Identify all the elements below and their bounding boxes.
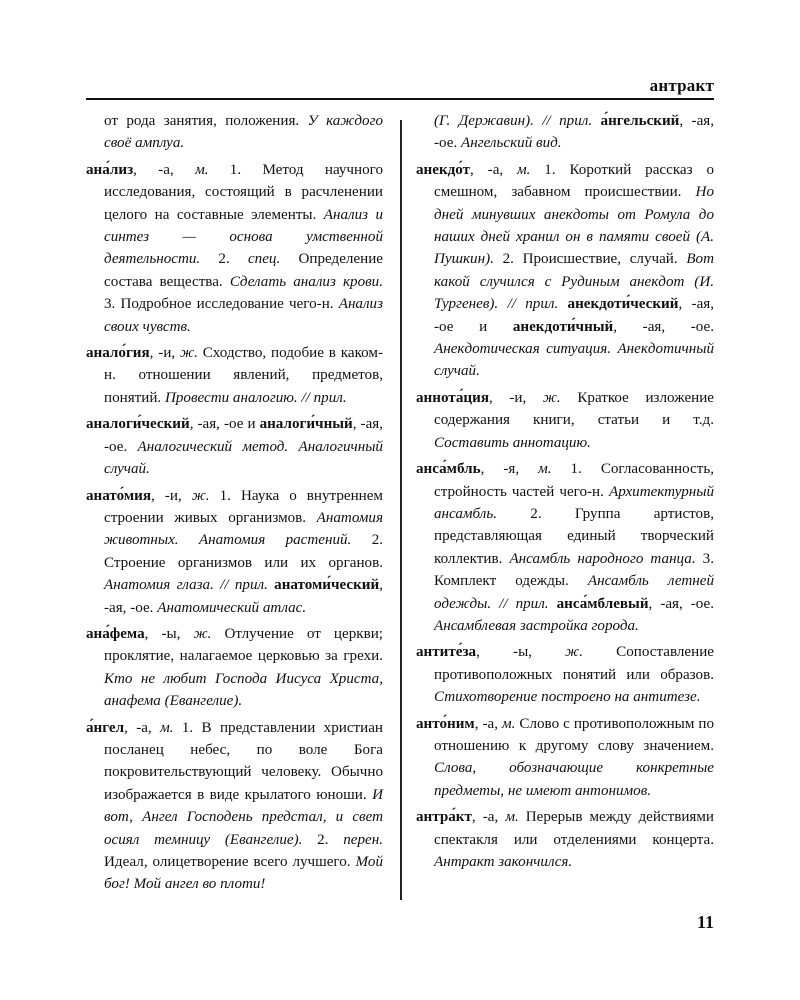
italic-text: Анатомия глаза. // прил. [104,577,268,594]
italic-text: Анатомия животных. Анатомия растений. [104,509,383,549]
definition-text: , -ая, -ое. [104,416,383,455]
definition-text: , -ая, -ое. [434,113,714,152]
definition-text: , -ая, -ое. [104,577,383,616]
dictionary-entry [416,713,714,803]
definition-text: , -ы, [144,625,194,642]
dictionary-entry [416,387,714,454]
definition-text: , -и, [149,345,181,362]
definition-text: 1. Короткий рассказ о смешном, забавном происшествии. [434,161,714,201]
dictionary-entry [416,806,714,873]
definition-text: 1. Метод научного исследования, состоящий в расчленении целого на составные элементы. [104,161,383,223]
headword: анекдоти́ческий [567,296,679,313]
dictionary-entry [86,623,383,713]
right-column [416,110,714,877]
italic-text: Стихотворение построено на антитезе. [434,689,701,706]
italic-text: Ангельский вид. [461,135,562,152]
italic-text: Анализ своих чувств. [104,296,383,335]
definition-text: , -я, [480,461,539,478]
page-number: 11 [696,912,714,932]
definition-text: 3. Комплект одежды. [434,550,714,590]
italic-text: Слова, обозначающие конкретные предметы, не имеют антонимов. [434,760,714,799]
definition-text: Слово с противоположным по отношению к другому слову значением. [434,715,714,754]
italic-text: спец. [247,251,281,268]
definition-text: Определение состава вещества. [104,251,383,290]
definition-text: 2. Происшествие, случай. [493,251,687,268]
italic-text: (Г. Державин). // прил. [434,113,593,129]
italic-text: Вот какой случился с Рудиным анекдот (И. Тургенев). // прил. [434,251,714,313]
italic-text: Архитектурный ансамбль. [434,483,714,522]
italic-text: м. [160,719,174,736]
definition-text [592,113,600,129]
italic-text: Анатомический атлас. [157,599,307,616]
italic-text: м. [517,161,531,178]
definition-text: 1. В представлении христиан посланец небес, по воле Бога покровительствующий человеку. Обычно изображается в виде крылатого юноши. [104,719,383,803]
headword: аналоги́ческий [86,416,190,433]
headword: анекдоти́чный [512,318,614,335]
italic-text: Сделать анализ крови. [229,273,384,290]
definition-text: , -а, [470,161,518,178]
definition-text: , -а, [471,809,506,826]
italic-text: ж. [191,487,210,504]
italic-text: Мой бог! Мой ангел во плоти! [104,854,383,893]
dictionary-entry [416,458,714,637]
definition-text: , -ая, -ое и [434,296,714,335]
definition-text [558,296,567,312]
definition-text: , -ы, [476,644,566,661]
entry-continuation [86,110,383,155]
headword: анса́мбль [416,461,481,478]
dictionary-entry [86,485,383,619]
definition-text [549,596,557,612]
italic-text: Кто не любит Господа Иисуса Христа, анафема (Евангелие). [104,670,383,710]
definition-text: , -ая, -ое и [189,416,260,433]
dictionary-entry [86,717,383,896]
italic-text: Анекдотическая ситуация. Анекдотичный случай. [434,341,714,380]
headword: анало́гия [86,345,150,362]
italic-text: Антракт закончился. [434,854,573,870]
italic-text: Анализ и синтез — основа умственной деятельности. [104,206,383,268]
definition-text: 2. [200,251,248,268]
definition-text: , -а, [124,719,161,736]
italic-text: ж. [565,644,583,661]
definition-text: , -а, [133,161,196,178]
headword: антите́за [416,644,477,661]
headword: анатоми́ческий [274,577,380,594]
italic-text: ж. [180,345,198,362]
italic-text: м. [538,461,552,478]
definition-text: Краткое изложение содержания книги, статьи и т.д. [434,389,714,429]
definition-text: , -и, [489,389,543,406]
italic-text: Но дней минувших анекдоты от Ромула до наших дней хранил он в памяти своей (А. Пушкин). [434,184,714,268]
definition-text: , -ая, -ое. [648,595,714,612]
italic-text: И вот, Ангел Господень предстал, и свет осиял темницу (Евангелие). [104,786,383,848]
dictionary-entry [416,641,714,708]
headword: анса́мблевый [556,595,649,612]
definition-text: Сходство, подобие в каком-н. отношении явлений, предметов, понятий. [104,345,383,406]
italic-text: Ансамбль народного танца. [509,550,696,567]
headword: антра́кт [416,809,472,826]
definition-text: от рода занятия, положения. [104,113,308,129]
definition-text: , -и, [151,487,192,504]
headword: ана́фема [86,625,145,642]
headword: а́нгельский [600,113,680,129]
italic-text: перен. [343,831,383,848]
running-head: антракт [649,76,714,95]
definition-text: Перерыв между действиями спектакля или отделениями концерта. [434,809,714,848]
headword: аннота́ция [416,389,489,406]
definition-text: 1. Наука о внутреннем строении живых организмов. [104,487,383,526]
italic-text: Ансамбль летней одежды. // прил. [434,573,714,612]
italic-text: ж. [193,625,212,642]
italic-text: У каждого своё амплуа. [104,113,383,152]
definition-text: 2. Строение организмов или их органов. [104,532,384,571]
entry-continuation [416,110,714,155]
header-rule [86,98,714,100]
left-column [86,110,383,900]
definition-text: , -а, [474,715,502,732]
definition-text: 3. Подробное исследование чего-н. [104,296,339,313]
italic-text: Провести аналогию. // прил. [164,389,347,406]
italic-text: м. [505,809,519,826]
dictionary-entry [86,413,383,480]
definition-text: 1. Согласованность, стройность частей чего-н. [434,461,714,500]
headword: а́нгел [86,719,125,736]
definition-text: , -ая, -ое. [613,318,714,335]
italic-text: м. [501,715,516,732]
italic-text: Ансамблевая застройка города. [434,617,639,634]
definition-text: Идеал, олицетворение всего лучшего. [104,854,356,870]
definition-text: 2. Группа артистов, представляющая единый творческий коллектив. [434,505,714,567]
column-divider [400,120,402,900]
italic-text: ж. [542,389,561,406]
dictionary-entry [416,159,714,383]
headword: анато́мия [86,487,152,504]
headword: анекдо́т [416,161,471,178]
dictionary-entry [86,159,383,338]
definition-text: Сопоставление противоположных понятий или образов. [434,644,714,683]
headword: анто́ним [416,715,475,732]
italic-text: Аналогический метод. Аналогичный случай. [104,438,383,478]
italic-text: Составить аннотацию. [434,434,591,451]
dictionary-entry [86,342,383,409]
definition-text: 2. [302,831,344,848]
headword: ана́лиз [86,161,134,178]
headword: аналоги́чный [259,416,353,433]
italic-text: м. [195,161,209,178]
definition-text: Отлучение от церкви; проклятие, налагаемое церковью за грехи. [104,625,383,665]
